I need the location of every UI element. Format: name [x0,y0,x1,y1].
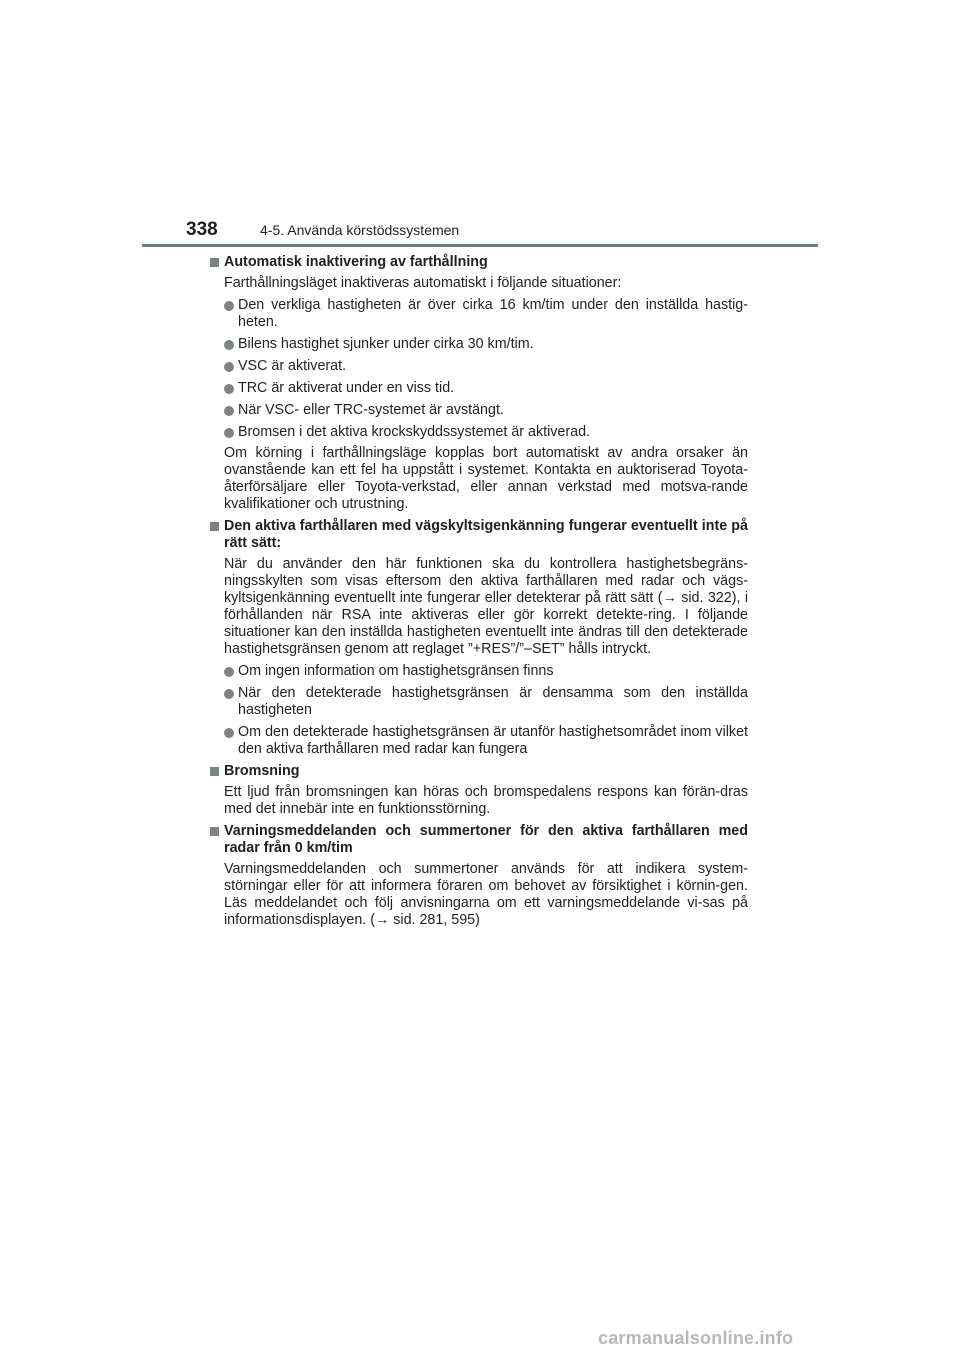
section-outro: Om körning i farthållningsläge kopplas bort automatiskt av andra orsaker än ovanstående kan ett fel ha uppstått i systemet. Kontakta en auktoriserad Toyota-återförsäljare eller Toyota-verkstad, eller annan verkstad med motsva-rande kvalifikationer och utrustning. [224,445,748,512]
section-title: Varningsmeddelanden och summertoner för den aktiva farthållaren med radar från 0 km/tim [224,823,748,856]
chapter-title: 4-5. Använda körstödssystemen [260,222,460,238]
section-title: Automatisk inaktivering av farthållning [224,254,488,270]
square-bullet-icon [210,767,219,776]
section-title: Bromsning [224,763,300,779]
circle-bullet-icon [224,689,234,699]
section-intro: Farthållningsläget inaktiveras automatiskt i följande situationer: [224,275,622,291]
list-item: Bromsen i det aktiva krockskyddssystemet är aktiverad. [224,424,748,441]
section-warnings [210,823,748,929]
watermark: carmanualsonline.info [598,1328,794,1348]
list-item: När VSC- eller TRC-systemet är avstängt. [224,402,748,419]
square-bullet-icon [210,258,219,267]
list-item: TRC är aktiverat under en viss tid. [224,380,748,397]
header-divider [142,244,818,247]
section-intro: När du använder den här funktionen ska du kontrollera hastighetsbegräns-ningsskylten som visas eftersom den aktiva farthållaren med radar och vägs-kyltsigenkänning eventuellt inte fungerar eller detekterar på rätt sätt (→ sid. 322), i förhållanden när RSA inte aktiveras eller gör korrekt detekte-ring. I följande situationer kan den inställda hastigheten eventuellt inte ändras till den detekterade hastighetsgränsen genom att reglaget ”+RES”/”–SET” hålls intryckt. [224,556,748,657]
circle-bullet-icon [224,362,234,372]
square-bullet-icon [210,522,219,531]
page-content [210,254,748,929]
section-title: Den aktiva farthållaren med vägskyltsigenkänning fungerar eventuellt inte på rätt sätt: [224,518,748,551]
bullet-list [224,297,748,441]
circle-bullet-icon [224,340,234,350]
circle-bullet-icon [224,384,234,394]
list-item: Om ingen information om hastighetsgränsen finns [224,663,748,680]
section-road-sign-recognition [210,518,748,758]
circle-bullet-icon [224,406,234,416]
section-intro: Varningsmeddelanden och summertoner används för att indikera system-störningar eller för att informera föraren om behovet av försiktighet i körnin-gen. Läs meddelandet och följ anvisningarna om ett varningsmeddelande vi-sas på informationsdisplayen. (→ sid. 281, 595) [224,861,748,928]
circle-bullet-icon [224,301,234,311]
square-bullet-icon [210,827,219,836]
list-item: Bilens hastighet sjunker under cirka 30 km/tim. [224,336,748,353]
bullet-list [224,663,748,758]
circle-bullet-icon [224,728,234,738]
list-item: Den verkliga hastigheten är över cirka 16 km/tim under den inställda hastig-heten. [224,297,748,331]
list-item: När den detekterade hastighetsgränsen är densamma som den inställda hastigheten [224,685,748,719]
section-auto-deactivation [210,254,748,513]
section-braking [210,763,748,818]
page-number: 338 [186,219,218,240]
list-item: VSC är aktiverat. [224,358,748,375]
circle-bullet-icon [224,667,234,677]
section-intro: Ett ljud från bromsningen kan höras och bromspedalens respons kan förän-dras med det innebär inte en funktionsstörning. [224,784,748,817]
circle-bullet-icon [224,428,234,438]
list-item: Om den detekterade hastighetsgränsen är utanför hastighetsområdet inom vilket den aktiva farthållaren med radar kan fungera [224,724,748,758]
